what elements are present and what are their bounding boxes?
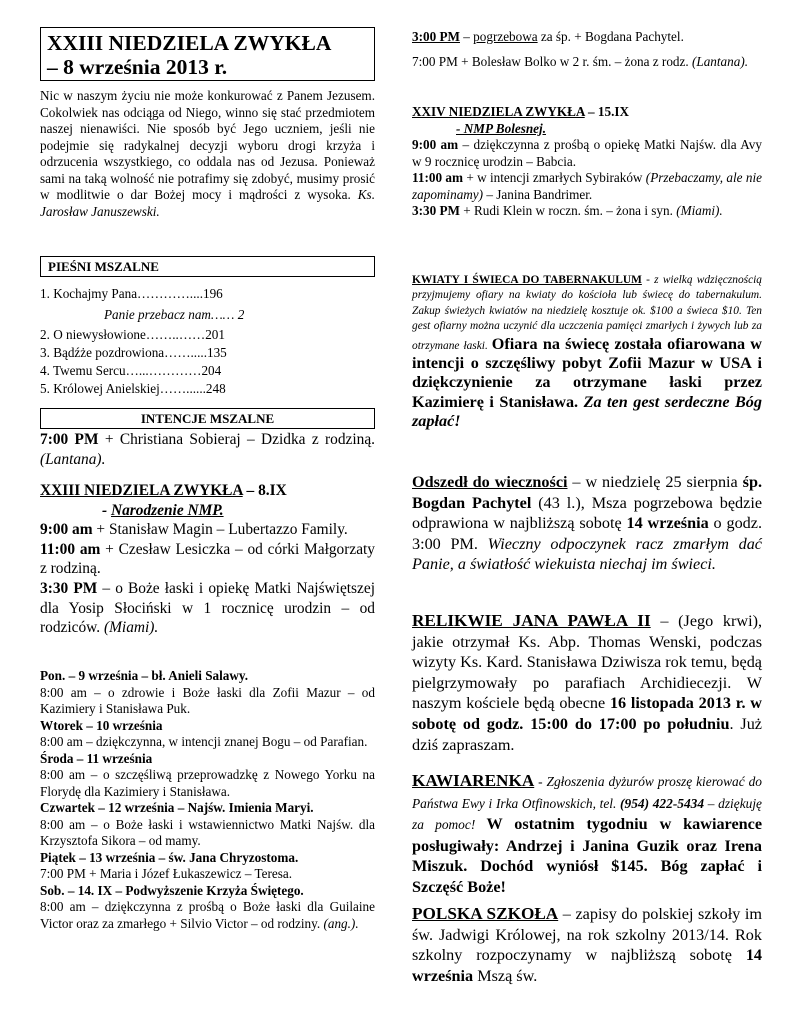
sunday-24-section: XXIV NIEDZIELA ZWYKŁA – 15.IX - NMP Bolesnej. 9:00 am – dziękczynna z prośbą o opiekę Matki Najśw. dla Avy w 9 rocznicę urodzin – Babcia. 11:00 am + w intencji zmarłych Sybiraków (Przebaczamy, ale nie zapominamy) – Janina Bandrimer. 3:30 PM + Rudi Klein w roczn. śm. – żona i syn. (Miami). xyxy=(412,104,762,218)
relics-section: RELIKWIE JANA PAWŁA II – (Jego krwi), jakie otrzymał Ks. Abp. Thomas Wenski, podczas wizyty Ks. Kard. Stanisława Dziwisza rok temu, będą pielgrzymowały po parafiach Archidiecezji. W naszym kościele będą obecne 16 listopada 2013 r. w sobotę od godz. 15:00 do 17:00 po południu. Już dziś zapraszam. xyxy=(412,611,763,754)
weekday-intention: 8:00 am – dziękczynna, w intencji znanej Bogu – od Parafian. xyxy=(40,734,368,749)
relics-title: RELIKWIE JANA PAWŁA II xyxy=(412,611,651,630)
intro-text: Nic w naszym życiu nie może konkurować z Panem Jezusem. Cokolwiek nas odciąga od Niego, winno się stać przedmiotem naszej nienawiści. Nie sposób być Jego uczniem, jeśli nie podejmie się radykalnej decyzji wyboru drogi krzyża i odrzucenia wszystkiego, co oddala nas od Jezusa. Ponieważ sami na taką wolność nie potrafimy się zdobyć, musimy prosić w modlitwie o dar Bożej mocy i mądrości z wysoka. xyxy=(40,88,375,202)
sunday-23-title: XXIII NIEDZIELA ZWYKŁA xyxy=(40,482,243,499)
weekday-heading: Sob. – 14. IX – Podwyższenie Krzyża Świętego. xyxy=(40,882,304,898)
weekday-heading: Wtorek – 10 września xyxy=(40,717,163,733)
song-item: 1. Kochajmy Pana…………....196 xyxy=(40,286,223,301)
intro-paragraph xyxy=(40,88,375,220)
songs-header: PIEŚNI MSZALNE xyxy=(40,256,375,277)
songs-list xyxy=(40,284,375,398)
sunday-24-title: XXIV NIEDZIELA ZWYKŁA xyxy=(412,104,585,119)
weekday-intention: 8:00 am – o Boże łaski i wstawiennictwo Matki Najśw. dla Krzysztofa Sikora – od mamy. xyxy=(40,816,375,848)
weekday-heading: Czwartek – 12 września – Najśw. Imienia Maryi. xyxy=(40,800,314,815)
saturday-masses: 3:00 PM – pogrzebowa za śp. + Bogdana Pachytel. 7:00 PM + Bolesław Bolko w 2 r. śm. – żona z rodz. (Lantana). xyxy=(412,29,749,69)
song-item: Panie przebacz nam…… 2 xyxy=(104,307,245,322)
intention-time: 7:00 PM xyxy=(40,431,99,448)
page-subtitle: – 8 września 2013 r. xyxy=(47,55,228,79)
song-item: 5. Królowej Anielskiej……......248 xyxy=(40,381,226,396)
school-title: POLSKA SZKOŁA xyxy=(412,904,559,923)
intentions-header: INTENCJE MSZALNE xyxy=(40,408,375,429)
weekday-intentions xyxy=(40,668,375,932)
obituary-section: Odszedł do wieczności – w niedzielę 25 sierpnia śp. Bogdan Pachytel (43 l.), Msza pogrzebowa będzie odprawiona w najbliższą sobotę 14 września o godz. 3:00 PM. Wieczny odpoczynek racz zmarłym dać Panie, a światłość wiekuista niechaj im świeci. xyxy=(412,473,762,574)
intro-author: Ks. Jarosław Januszewski. xyxy=(40,187,375,219)
weekday-intention: 8:00 am – o szczęśliwą przeprowadzkę z Nowego Yorku na Florydę dla Kazimiery i Stanisława. xyxy=(40,767,375,799)
cafe-title: KAWIARENKA xyxy=(412,771,535,790)
cafe-section: KAWIARENKA - Zgłoszenia dyżurów proszę kierować do Państwa Ewy i Irka Otfinowskich, tel. (954) 422-5434 – dziękuję za pomoc! W ostatnim tygodniu w kawiarence posługiwały: Andrzej i Janina Guzik oraz Irena Miszuk. Dochód wyniósł $145. Bóg zapłać i Szczęść Boże! xyxy=(412,771,762,896)
song-item: 4. Twemu Sercu…...…………204 xyxy=(40,363,222,378)
sunday-23-section: XXIII NIEDZIELA ZWYKŁA – 8.IX - Narodzenie NMP. 9:00 am + Stanisław Magin – Lubertazzo Family. 11:00 am + Czesław Lesiczka – od córki Małgorzaty z rodziną. 3:30 PM – o Boże łaski i opiekę Matki Najświętszej dla Yosip Słociński w 1 rocznicę urodzin – od rodziców. (Miami). xyxy=(40,482,375,637)
sunday-24-feast: - NMP Bolesnej. xyxy=(456,120,546,136)
flowers-title: KWIATY I ŚWIECA DO TABERNAKULUM xyxy=(412,274,642,286)
sunday-23-feast: Narodzenie NMP. xyxy=(110,501,224,519)
title-box xyxy=(40,27,375,81)
weekday-intention: 8:00 am – o zdrowie i Boże łaski dla Zofii Mazur – od Kazimiery i Stanisława Puk. xyxy=(40,684,375,716)
intention-7pm: 7:00 PM + Christiana Sobieraj – Dzidka z rodziną. (Lantana). xyxy=(40,431,375,468)
obituary-title: Odszedł do wieczności xyxy=(412,473,568,491)
weekday-intention: 8:00 am – dziękczynna z prośbą o Boże łaski dla Guilaine Victor oraz za zmarłego + Silvio Victor – od rodziny. (ang.). xyxy=(40,899,375,931)
song-item: 2. O niewysłowione……..……201 xyxy=(40,327,225,342)
weekday-heading: Piątek – 13 września – św. Jana Chryzostoma. xyxy=(40,849,299,865)
weekday-intention: 7:00 PM + Maria i Józef Łukaszewicz – Teresa. xyxy=(40,866,292,881)
weekday-heading: Pon. – 9 września – bł. Anieli Salawy. xyxy=(40,668,249,683)
weekday-heading: Środa – 11 września xyxy=(40,750,153,766)
song-item: 3. Bądźże pozdrowiona…….....135 xyxy=(40,345,227,360)
school-section: POLSKA SZKOŁA – zapisy do polskiej szkoły im św. Jadwigi Królowej, na rok szkolny 2013/14. Rok szkolny rozpoczynamy w najbliższą sobotę 14 września Mszą św. xyxy=(412,904,762,985)
flowers-section: KWIATY I ŚWIECA DO TABERNAKULUM - z wielką wdzięcznością przyjmujemy ofiary na kwiaty do kościoła lub świecę do tabernakulum. Zakup świeżych kwiatów na niedzielę kosztuje ok. $100 a świeca $10. Ten gest ofiarny można uczynić dla uczczenia pamięci zmarłych i żywych lub za otrzymane łaski. Ofiara na świecę została ofiarowana w intencji o szczęśliwy pobyt Zofii Mazur w USA i dziękczynienie za otrzymane łaski przez Kazimierę i Stanisława. Za ten gest serdeczne Bóg zapłać! xyxy=(412,274,762,431)
page-title: XXIII NIEDZIELA ZWYKŁA xyxy=(47,31,332,55)
